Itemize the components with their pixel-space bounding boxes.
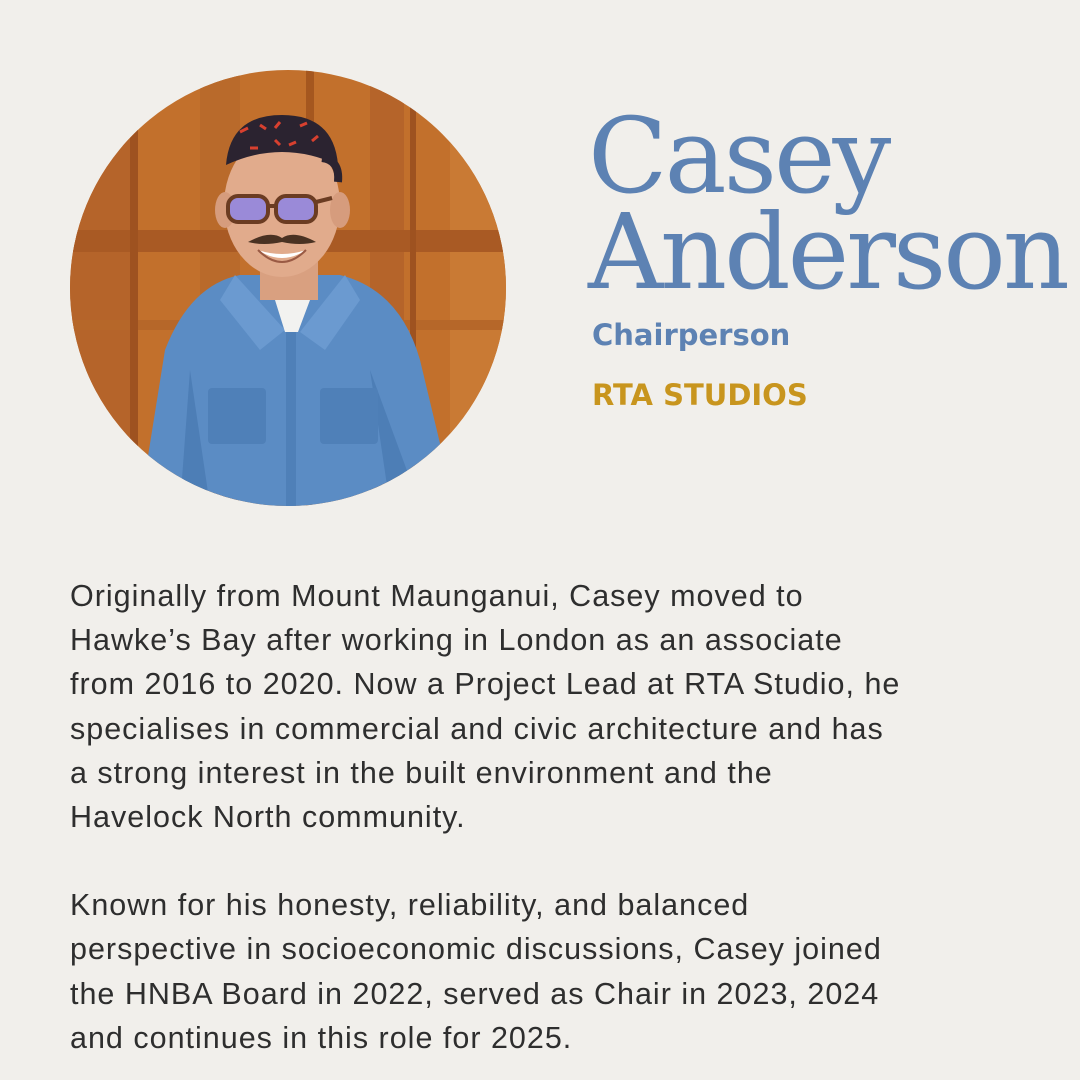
first-name: Casey <box>588 95 889 217</box>
bio-line: Originally from Mount Maunganui, Casey moved to <box>70 579 804 613</box>
bio-line: and continues in this role for 2025. <box>70 1020 573 1055</box>
bio <box>70 574 1020 1080</box>
portrait-photo <box>70 70 506 506</box>
bio-line: the HNBA Board in 2022, served as Chair in 2023, 2024 <box>70 976 880 1011</box>
role-title: Chairperson <box>592 318 791 352</box>
bio-line: a strong interest in the built environment and the <box>70 755 773 790</box>
bio-line: perspective in socioeconomic discussions, Casey joined <box>70 932 882 967</box>
bio-paragraph-2 <box>70 883 1020 1060</box>
bio-line: Hawke’s Bay after working in London as an associate <box>70 623 843 658</box>
bio-line: from 2016 to 2020. Now a Project Lead at RTA Studio, he <box>70 667 901 702</box>
bio-paragraph-1 <box>70 574 1020 839</box>
bio-line: Known for his honesty, reliability, and balanced <box>70 888 750 923</box>
bio-line: Havelock North community. <box>70 800 466 835</box>
last-name: Anderson <box>588 191 1067 313</box>
bio-line: specialises in commercial and civic architecture and has <box>70 711 884 746</box>
person-name <box>588 95 1067 313</box>
company-name: RTA STUDIOS <box>592 378 808 412</box>
